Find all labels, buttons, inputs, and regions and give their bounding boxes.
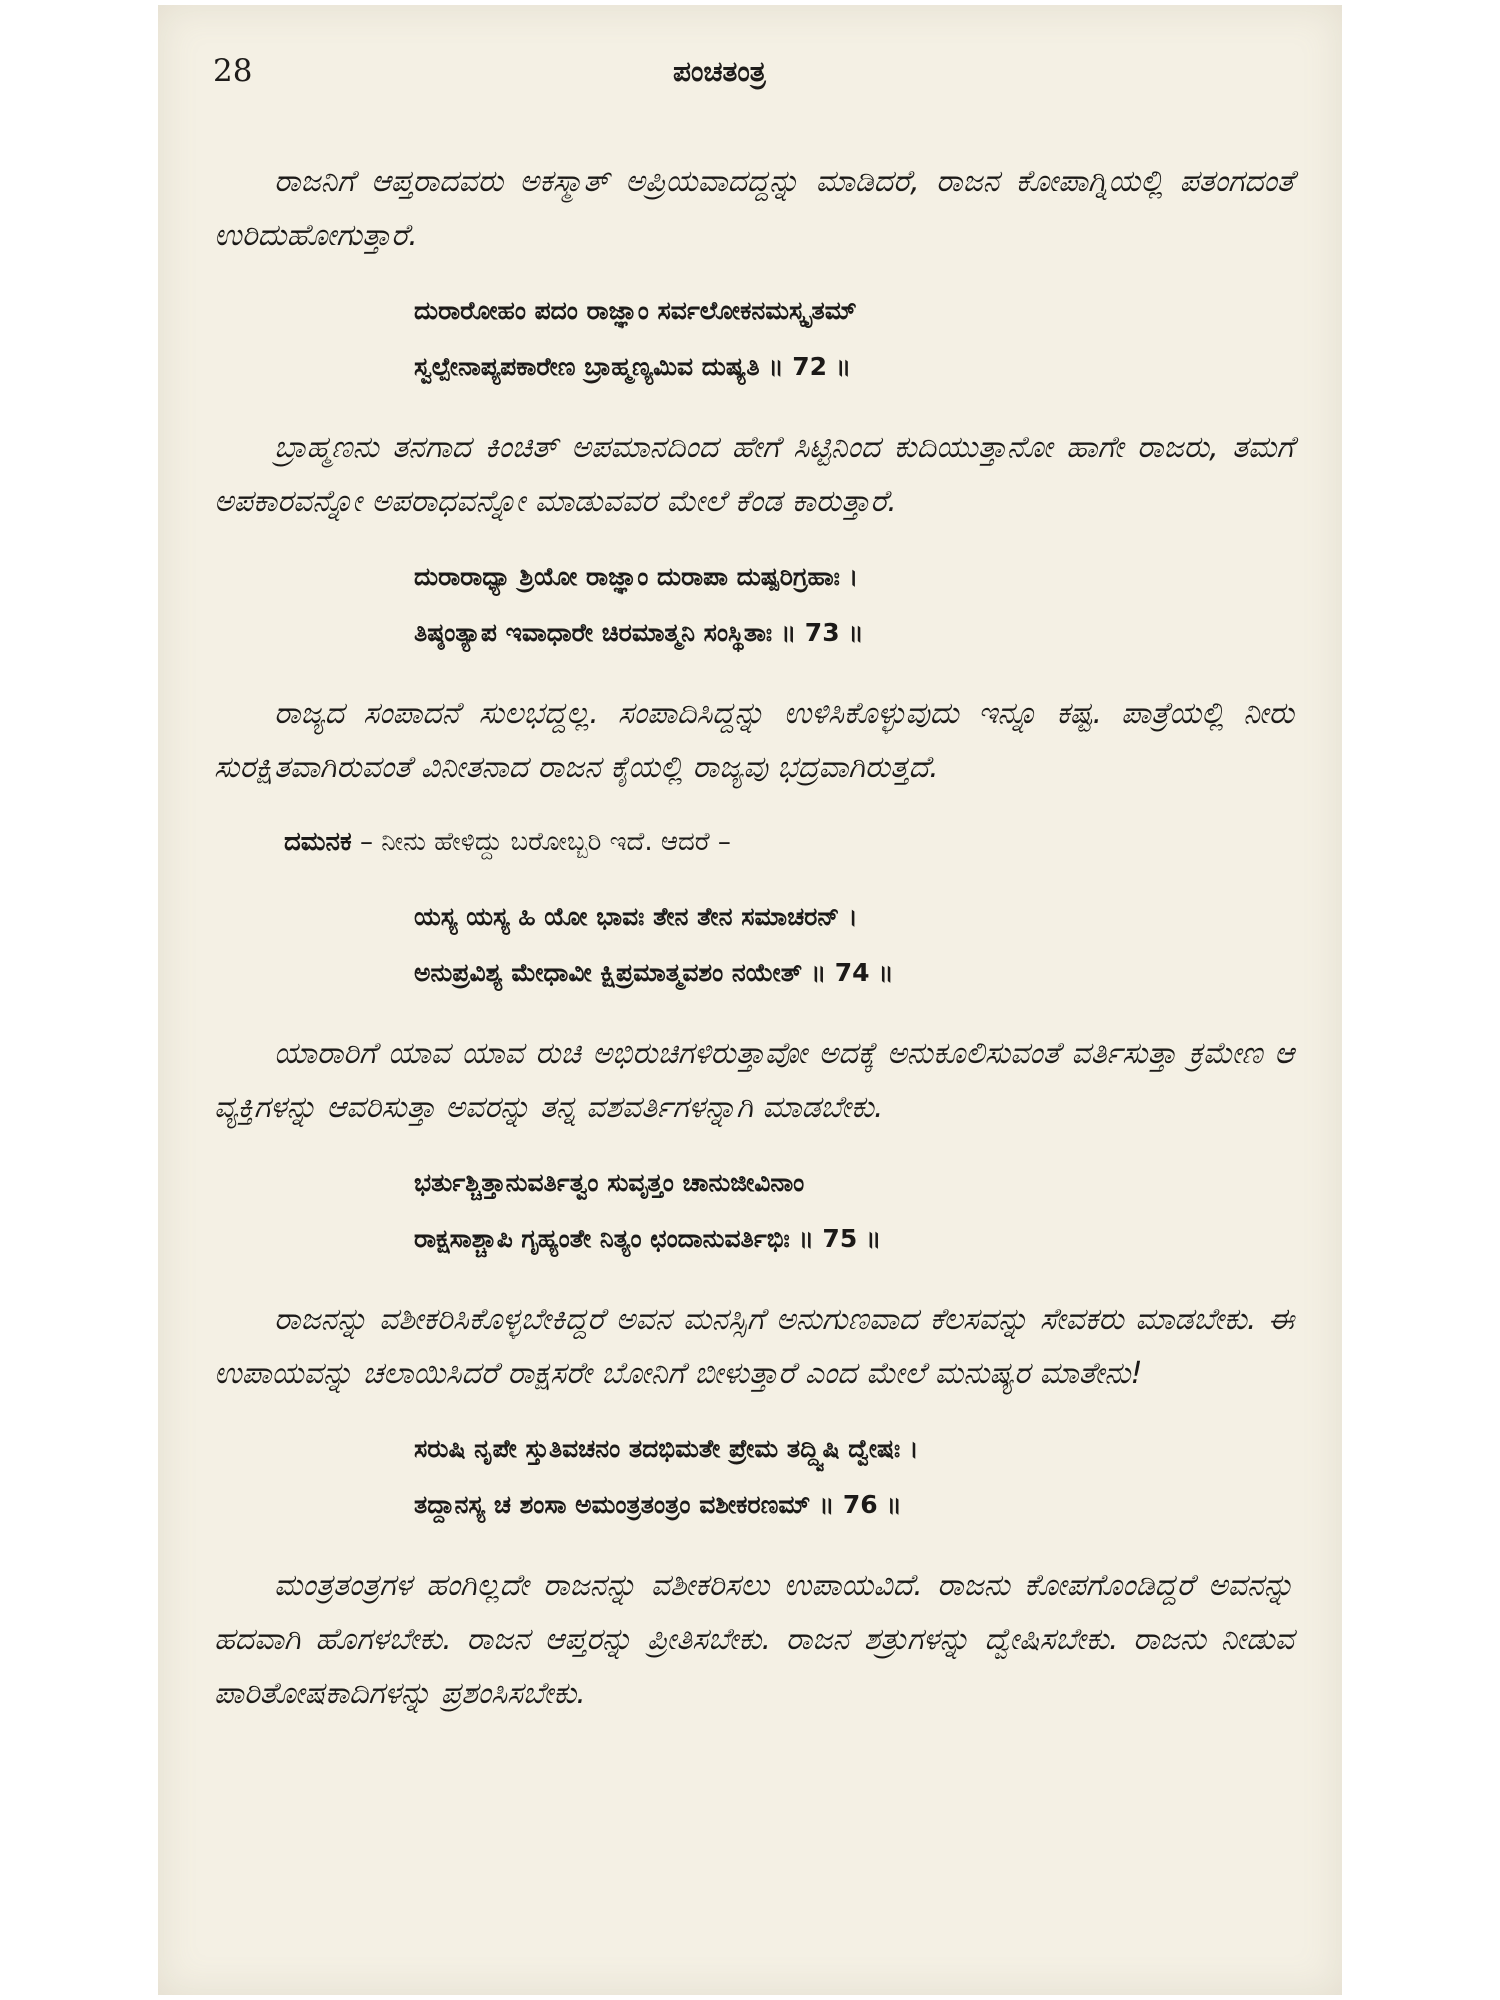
verse-line: ದುರಾರೋಹಂ ಪದಂ ರಾಜ್ಞಾಂ ಸರ್ವಲೋಕನಮಸ್ಕೃತಮ್ — [414, 296, 857, 325]
page-number: 28 — [213, 53, 253, 89]
verse-line: ಭರ್ತುಶ್ಚಿತ್ತಾನುವರ್ತಿತ್ವಂ ಸುವೃತ್ತಂ ಚಾನುಜೀವಿನಾಂ — [414, 1168, 805, 1197]
verse-line: ರಾಕ್ಷಸಾಶ್ಚಾಪಿ ಗೃಹ್ಯಂತೇ ನಿತ್ಯಂ ಛಂದಾನುವರ್ತಿಭಿಃ ॥ 75 ॥ — [414, 1224, 882, 1253]
dialogue-text: – ನೀನು ಹೇಳಿದ್ದು ಬರೋಬ್ಬರಿ ಇದೆ. ಆದರೆ – — [351, 827, 731, 857]
verse-73 — [414, 549, 1294, 661]
prose-paragraph: ಬ್ರಾಹ್ಮಣನು ತನಗಾದ ಕಿಂಚಿತ್ ಅಪಮಾನದಿಂದ ಹೇಗೆ ಸಿಟ್ಟಿನಿಂದ ಕುದಿಯುತ್ತಾನೋ ಹಾಗೇ ರಾಜರು, ತಮಗೆ ಅಪಕಾರವನ್ನೋ ಅಪರಾಧವನ್ನೋ ಮಾಡುವವರ ಮೇಲೆ ಕೆಂಡ ಕಾರುತ್ತಾರೆ. — [214, 430, 1294, 519]
speaker-name: ದಮನಕ — [284, 827, 352, 857]
verse-line: ದುರಾರಾಧ್ಯಾ ಶ್ರಿಯೋ ರಾಜ್ಞಾಂ ದುರಾಪಾ ದುಷ್ಪರಿಗ್ರಹಾಃ । — [414, 562, 859, 591]
verse-74 — [414, 889, 1294, 1001]
verse-line: ಯಸ್ಯ ಯಸ್ಯ ಹಿ ಯೋ ಭಾವಃ ತೇನ ತೇನ ಸಮಾಚರನ್ । — [414, 902, 858, 931]
running-title: ಪಂಚತಂತ್ರ — [673, 55, 766, 88]
prose-paragraph: ರಾಜನಿಗೆ ಆಪ್ತರಾದವರು ಅಕಸ್ಮಾತ್ ಅಪ್ರಿಯವಾದದ್ದನ್ನು ಮಾಡಿದರೆ, ರಾಜನ ಕೋಪಾಗ್ನಿಯಲ್ಲಿ ಪತಂಗದಂತೆ ಉರಿದುಹೋಗುತ್ತಾರೆ. — [214, 164, 1294, 253]
verse-line: ಸರುಷಿ ನೃಪೇ ಸ್ತುತಿವಚನಂ ತದಭಿಮತೇ ಪ್ರೇಮ ತದ್ದ್ವಿಷಿ ದ್ವೇಷಃ । — [414, 1434, 919, 1463]
prose-paragraph: ರಾಜನನ್ನು ವಶೀಕರಿಸಿಕೊಳ್ಳಬೇಕಿದ್ದರೆ ಅವನ ಮನಸ್ಸಿಗೆ ಅನುಗುಣವಾದ ಕೆಲಸವನ್ನು ಸೇವಕರು ಮಾಡಬೇಕು. ಈ ಉಪಾಯವನ್ನು ಚಲಾಯಿಸಿದರೆ ರಾಕ್ಷಸರೇ ಬೋನಿಗೆ ಬೀಳುತ್ತಾರೆ ಎಂದ ಮೇಲೆ ಮನುಷ್ಯರ ಮಾತೇನು! — [214, 1302, 1294, 1391]
prose-paragraph: ರಾಜ್ಯದ ಸಂಪಾದನೆ ಸುಲಭದ್ದಲ್ಲ. ಸಂಪಾದಿಸಿದ್ದನ್ನು ಉಳಿಸಿಕೊಳ್ಳುವುದು ಇನ್ನೂ ಕಷ್ಟ. ಪಾತ್ರೆಯಲ್ಲಿ ನೀರು ಸುರಕ್ಷಿತವಾಗಿರುವಂತೆ ವಿನೀತನಾದ ರಾಜನ ಕೈಯಲ್ಲಿ ರಾಜ್ಯವು ಭದ್ರವಾಗಿರುತ್ತದೆ. — [214, 696, 1294, 785]
page-header — [213, 53, 1303, 103]
verse-line: ತದ್ದಾನಸ್ಯ ಚ ಶಂಸಾ ಅಮಂತ್ರತಂತ್ರಂ ವಶೀಕರಣಮ್ ॥ 76 ॥ — [414, 1490, 902, 1519]
verse-line: ತಿಷ್ಠಂತ್ಯಾಪ ಇವಾಧಾರೇ ಚಿರಮಾತ್ಮನಿ ಸಂಸ್ಥಿತಾಃ ॥ 73 ॥ — [414, 618, 864, 647]
verse-72 — [414, 283, 1294, 395]
dialogue-line — [284, 815, 1294, 869]
book-page — [158, 5, 1342, 1995]
prose-paragraph: ಮಂತ್ರತಂತ್ರಗಳ ಹಂಗಿಲ್ಲದೇ ರಾಜನನ್ನು ವಶೀಕರಿಸಲು ಉಪಾಯವಿದೆ. ರಾಜನು ಕೋಪಗೊಂಡಿದ್ದರೆ ಅವನನ್ನು ಹದವಾಗಿ ಹೊಗಳಬೇಕು. ರಾಜನ ಆಪ್ತರನ್ನು ಪ್ರೀತಿಸಬೇಕು. ರಾಜನ ಶತ್ರುಗಳನ್ನು ದ್ವೇಷಿಸಬೇಕು. ರಾಜನು ನೀಡುವ ಪಾರಿತೋಷಕಾದಿಗಳನ್ನು ಪ್ರಶಂಸಿಸಬೇಕು. — [214, 1568, 1294, 1711]
verse-line: ಸ್ವಲ್ಪೇನಾಪ್ಯಪಕಾರೇಣ ಬ್ರಾಹ್ಮಣ್ಯಮಿವ ದುಷ್ಯತಿ ॥ 72 ॥ — [414, 352, 851, 381]
page-body — [214, 155, 1294, 1741]
verse-75 — [414, 1155, 1294, 1267]
verse-line: ಅನುಪ್ರವಿಶ್ಯ ಮೇಧಾವೀ ಕ್ಷಿಪ್ರಮಾತ್ಮವಶಂ ನಯೇತ್ ॥ 74 ॥ — [414, 958, 894, 987]
prose-paragraph: ಯಾರಾರಿಗೆ ಯಾವ ಯಾವ ರುಚಿ ಅಭಿರುಚಿಗಳಿರುತ್ತಾವೋ ಅದಕ್ಕೆ ಅನುಕೂಲಿಸುವಂತೆ ವರ್ತಿಸುತ್ತಾ ಕ್ರಮೇಣ ಆ ವ್ಯಕ್ತಿಗಳನ್ನು ಆವರಿಸುತ್ತಾ ಅವರನ್ನು ತನ್ನ ವಶವರ್ತಿಗಳನ್ನಾಗಿ ಮಾಡಬೇಕು. — [214, 1036, 1294, 1125]
verse-76 — [414, 1421, 1294, 1533]
